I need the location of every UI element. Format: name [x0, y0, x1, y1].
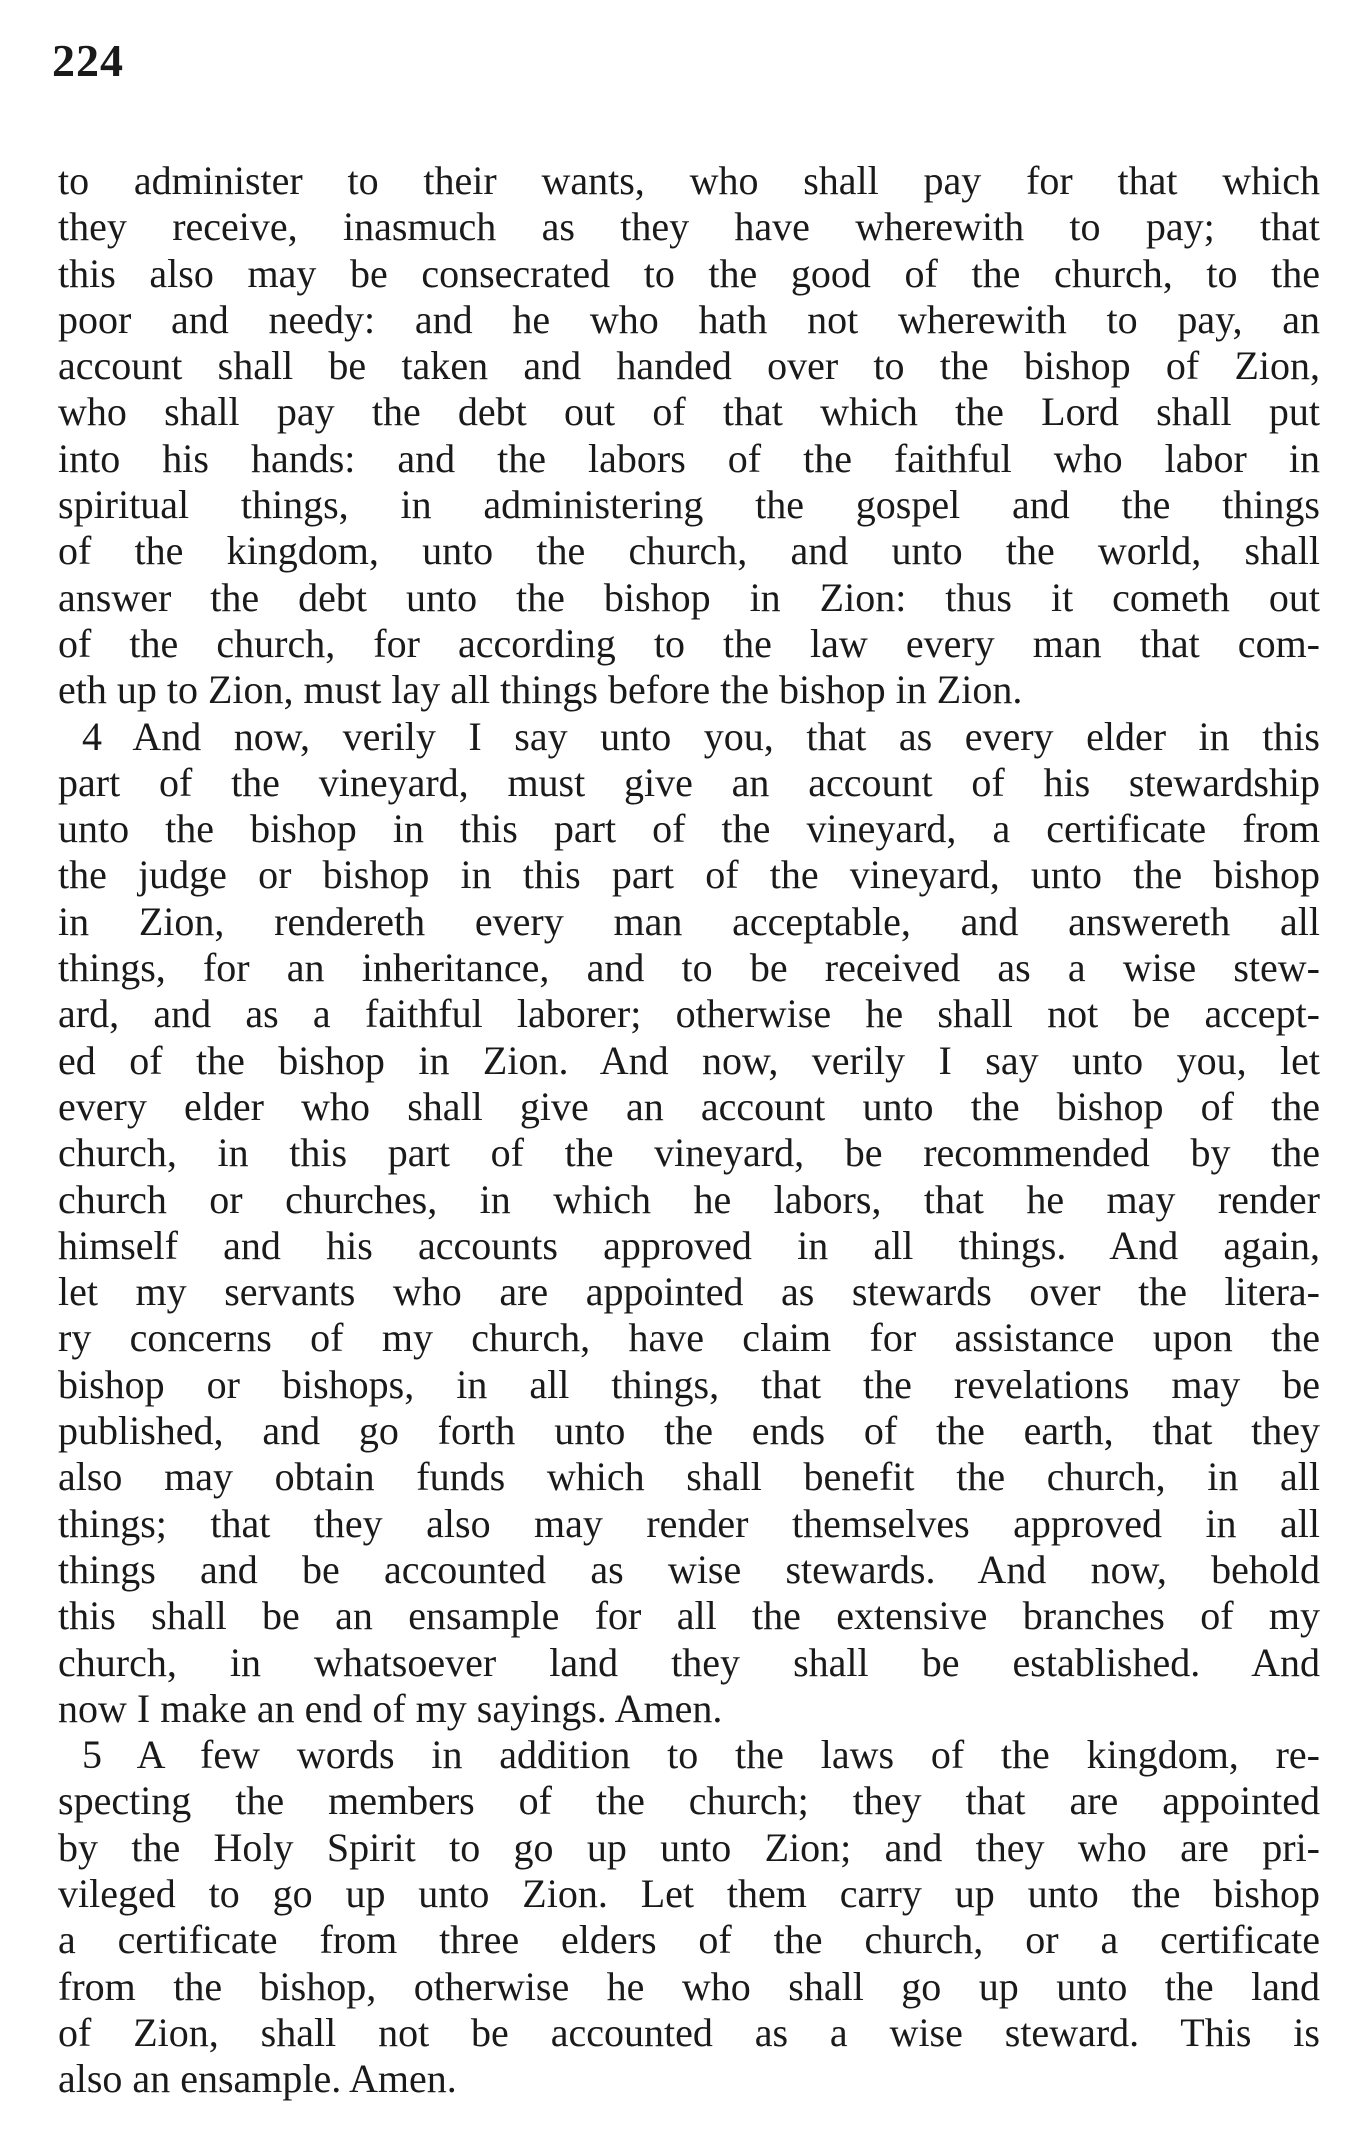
text-line: from the bishop, otherwise he who shall go up unto the land: [58, 1963, 1320, 2009]
text-line: bishop or bishops, in all things, that the revelations may be: [58, 1361, 1320, 1407]
text-line: poor and needy: and he who hath not wherewith to pay, an: [58, 296, 1320, 342]
text-line: this shall be an ensample for all the extensive branches of my: [58, 1593, 1320, 1639]
text-line: things, for an inheritance, and to be received as a wise stew-: [58, 945, 1320, 991]
text-line: ry concerns of my church, have claim for assistance upon the: [58, 1315, 1320, 1361]
text-line: by the Holy Spirit to go up unto Zion; and they who are pri-: [58, 1824, 1320, 1870]
text-line: answer the debt unto the bishop in Zion: thus it cometh out: [58, 574, 1320, 620]
text-line: eth up to Zion, must lay all things before the bishop in Zion.: [58, 667, 1023, 713]
text-line: every elder who shall give an account unto the bishop of the: [58, 1083, 1320, 1129]
text-line: who shall pay the debt out of that which the Lord shall put: [58, 389, 1320, 435]
text-line: of the kingdom, unto the church, and unto the world, shall: [58, 528, 1320, 574]
verse-4-start: 4 And now, verily I say unto you, that as every elder in this: [82, 713, 1320, 759]
text-line: unto the bishop in this part of the vineyard, a certificate from: [58, 806, 1320, 852]
text-line: specting the members of the church; they that are appointed: [58, 1778, 1320, 1824]
text-line: published, and go forth unto the ends of the earth, that they: [58, 1408, 1320, 1454]
text-line: of the church, for according to the law every man that com-: [58, 620, 1320, 666]
text-line: now I make an end of my sayings. Amen.: [58, 1685, 723, 1731]
text-line: church, in this part of the vineyard, be recommended by the: [58, 1130, 1320, 1176]
body-text: [58, 158, 1320, 2102]
text-line: a certificate from three elders of the church, or a certificate: [58, 1917, 1320, 1963]
text-line: church or churches, in which he labors, that he may render: [58, 1176, 1320, 1222]
text-line: they receive, inasmuch as they have wherewith to pay; that: [58, 204, 1320, 250]
text-line: things; that they also may render themselves approved in all: [58, 1500, 1320, 1546]
text-line: things and be accounted as wise stewards. And now, behold: [58, 1546, 1320, 1592]
text-line: account shall be taken and handed over to the bishop of Zion,: [58, 343, 1320, 389]
text-line: ard, and as a faithful laborer; otherwise he shall not be accept-: [58, 991, 1320, 1037]
text-line: this also may be consecrated to the good of the church, to the: [58, 250, 1320, 296]
text-line: of Zion, shall not be accounted as a wise steward. This is: [58, 2009, 1320, 2055]
text-line: let my servants who are appointed as stewards over the litera-: [58, 1269, 1320, 1315]
verse-5-start: 5 A few words in addition to the laws of the kingdom, re-: [82, 1732, 1320, 1778]
text-line: also may obtain funds which shall benefit the church, in all: [58, 1454, 1320, 1500]
text-line: spiritual things, in administering the gospel and the things: [58, 482, 1320, 528]
text-line: ed of the bishop in Zion. And now, verily I say unto you, let: [58, 1037, 1320, 1083]
text-line: into his hands: and the labors of the faithful who labor in: [58, 435, 1320, 481]
text-line: vileged to go up unto Zion. Let them carry up unto the bishop: [58, 1870, 1320, 1916]
text-line: himself and his accounts approved in all things. And again,: [58, 1222, 1320, 1268]
text-line: the judge or bishop in this part of the vineyard, unto the bishop: [58, 852, 1320, 898]
text-line: also an ensample. Amen.: [58, 2056, 457, 2102]
text-line: to administer to their wants, who shall pay for that which: [58, 158, 1320, 203]
text-line: in Zion, rendereth every man acceptable, and answereth all: [58, 898, 1320, 944]
page-number: 224: [52, 35, 124, 86]
text-line: church, in whatsoever land they shall be established. And: [58, 1639, 1320, 1685]
text-line: part of the vineyard, must give an account of his stewardship: [58, 759, 1320, 805]
